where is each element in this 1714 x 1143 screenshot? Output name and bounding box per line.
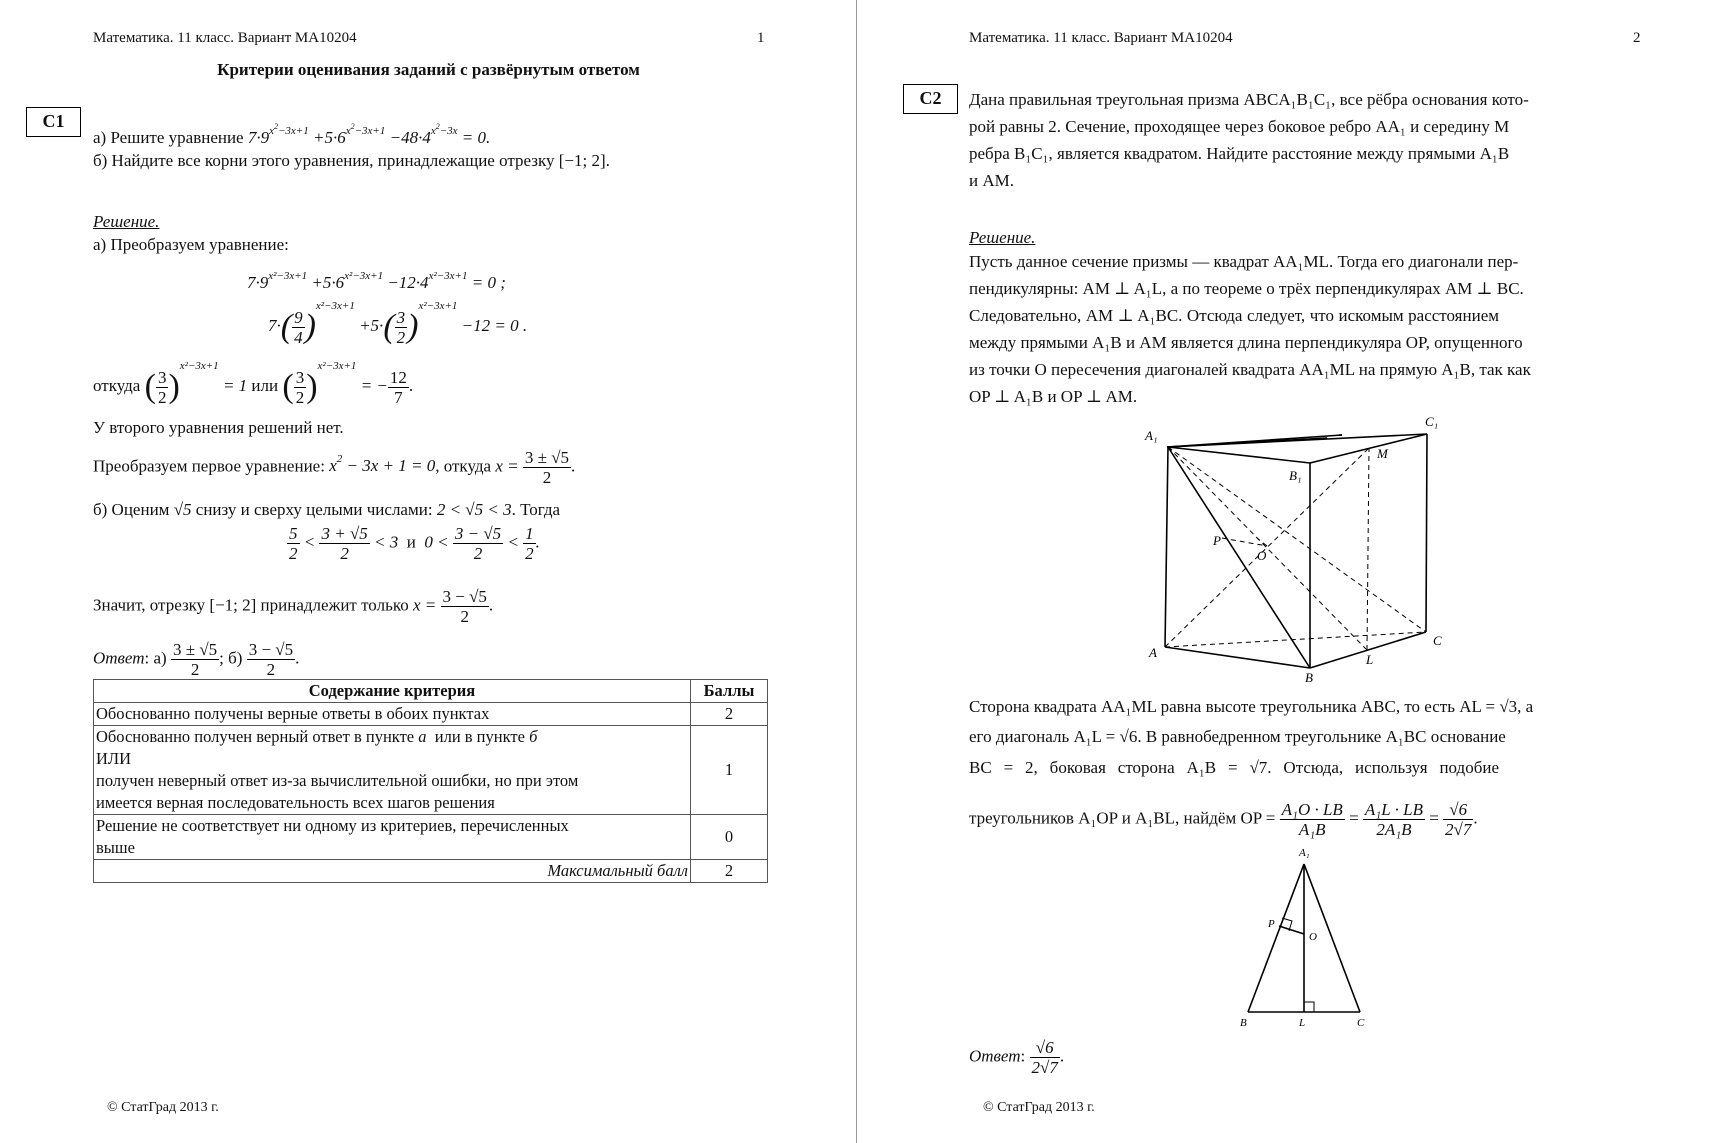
no-solutions: У второго уравнения решений нет.: [93, 418, 344, 437]
criterion-text: Решение не соответствует ни одному из критериев, перечисленных: [96, 816, 569, 835]
page-number: 2: [1633, 30, 1641, 46]
solution-heading: Решение.: [969, 228, 1036, 247]
tri-label-B: B: [1240, 1017, 1247, 1029]
label-B1: B₁: [1289, 468, 1302, 483]
solution-line: Следовательно, AM ⊥ A₁BC. Отсюда следует, что искомым расстоянием: [969, 306, 1499, 325]
and-text: и: [406, 532, 416, 552]
op-frac2-den: 2A₁B: [1376, 820, 1412, 839]
criterion-text-2: получен неверный ответ из-за вычислительной ошибки, но при этом: [96, 771, 579, 790]
after-line: его диагональ A₁L = √6. В равнобедренном треугольнике A₁BC основание: [969, 727, 1506, 746]
criterion-text: Обоснованно получен верный ответ в пункте: [96, 727, 415, 746]
task-line: и AM.: [969, 171, 1014, 190]
criterion-a: а: [418, 727, 427, 746]
after-line: BC = 2, боковая сторона A₁B = √7. Отсюда, используя подобие: [969, 758, 1499, 777]
whence-x-text: откуда: [443, 456, 492, 476]
op-text: треугольников A₁OP и A₁BL, найдём OP =: [969, 808, 1276, 828]
task-a-label: а) Решите уравнение: [93, 128, 244, 147]
whence-line: откуда ( $\frac{3}{2}$ )$^{x^2-3x+1}$ = 1 или ( $\frac{3}{2}$ )$^{x^2-3x+1}$ = − $\frac{12}{7}$ .: [93, 360, 414, 407]
then-text: Тогда: [520, 500, 561, 519]
op-frac1-den: A₁B: [1298, 820, 1326, 839]
label-O: O: [1257, 548, 1267, 563]
label-A: A: [1149, 645, 1157, 660]
op-frac2-num: A₁L · LB: [1364, 800, 1423, 819]
answer-den: 2√7: [1031, 1058, 1058, 1077]
page-title: Критерии оценивания заданий с развёрнутым ответом: [217, 60, 640, 79]
answer-line: Ответ: $\frac{√6}{2√7}$ .: [969, 1038, 1065, 1077]
task-line: ребра B₁C₁, является квадратом. Найдите расстояние между прямыми A₁B: [969, 144, 1510, 163]
task-b: б) Найдите все корни этого уравнения, принадлежащие отрезку [−1; 2].: [93, 151, 610, 170]
label-B: B: [1305, 670, 1313, 685]
therefore-line: Значит, отрезку [−1; 2] принадлежит только x = $\frac{3 - √5}{2}$ .: [93, 587, 494, 626]
step-b-text: б) Оценим: [93, 500, 170, 519]
whence-text: откуда: [93, 376, 141, 395]
task-a-equation: $7\cdot 9^{x^2-3x+1} +5\cdot 6^{x^2-3x+1} -48\cdot 4^{x^2-3x} = 0$.: [247, 122, 491, 147]
criterion-b: б: [529, 727, 538, 746]
label-M: M: [1377, 446, 1388, 461]
table-header-row: [94, 680, 768, 703]
criterion-cell: Обоснованно получены верные ответы в обоих пунктах: [94, 703, 691, 726]
page-2: [857, 0, 1714, 1143]
table-row: [94, 726, 768, 815]
criterion-cell: [94, 815, 691, 860]
step-a: а) Преобразуем уравнение:: [93, 235, 289, 254]
criteria-table: [93, 679, 768, 883]
label-A1: A₁: [1145, 428, 1158, 443]
or-text: или: [251, 376, 279, 395]
task-label-c1: С1: [26, 107, 81, 137]
op-frac3-den: 2√7: [1445, 820, 1472, 839]
solution-heading: Решение.: [93, 212, 160, 231]
triangle-figure: [1229, 842, 1379, 1032]
max-points: 2: [691, 860, 768, 883]
prism-figure: [1127, 410, 1457, 690]
equation-2: 7·( $\frac{9}{4}$ )$^{x^2-3x+1}$ +5·( $\frac{3}{2}$ )$^{x^2-3x+1}$ −12 = 0 .: [268, 300, 528, 347]
tri-label-P: P: [1268, 918, 1275, 930]
table-row: [94, 815, 768, 860]
points-cell: 1: [691, 726, 768, 815]
tri-label-O: O: [1309, 931, 1317, 943]
answer-num: √6: [1030, 1038, 1060, 1058]
points-cell: 2: [691, 703, 768, 726]
label-P: P: [1213, 533, 1221, 548]
points-cell: 0: [691, 815, 768, 860]
answer-line: Ответ: а) $\frac{3 \pm √5}{2}$ ; б) $\frac{3 - √5}{2}$ .: [93, 640, 300, 679]
answer-label: Ответ: [93, 648, 145, 668]
therefore-text: Значит, отрезку [−1; 2] принадлежит только: [93, 595, 409, 615]
page-header: Математика. 11 класс. Вариант МА10204: [93, 30, 357, 46]
solution-line: Пусть данное сечение призмы — квадрат AA₁ML. Тогда его диагонали пер-: [969, 252, 1519, 271]
col-points: Баллы: [691, 680, 768, 703]
criterion-cell: [94, 726, 691, 815]
step-b: б) Оценим √5 снизу и сверху целыми числами: 2 < √5 < 3. Тогда: [93, 500, 561, 519]
transform-first-text: Преобразуем первое уравнение:: [93, 456, 325, 476]
criterion-text-2: выше: [96, 838, 135, 857]
step-b-rest: снизу и сверху целыми числами:: [195, 500, 433, 519]
op-line: треугольников A₁OP и A₁BL, найдём OP = $\frac{\text{A₁O · LB}}{\text{A₁B}}$ = $\frac{\text{A₁L · LB}}{\text{2A₁B}}$ = $\frac{√6}{2√7}$ .: [969, 800, 1478, 839]
task-a: [93, 122, 490, 148]
answer-b-label: б): [228, 648, 243, 668]
solution-line: пендикулярны: AM ⊥ A₁L, а по теореме о трёх перпендикулярах AM ⊥ BC.: [969, 279, 1524, 298]
task-line: рой равны 2. Сечение, проходящее через боковое ребро AA₁ и середину M: [969, 117, 1510, 136]
page-number: 1: [757, 30, 765, 46]
label-C1: C₁: [1425, 414, 1439, 429]
label-L: L: [1366, 652, 1374, 667]
label-C: C: [1433, 633, 1442, 648]
max-label: Максимальный балл: [94, 860, 691, 883]
answer-a-label: а): [153, 648, 167, 668]
tri-label-C: C: [1357, 1017, 1365, 1029]
op-frac3-num: √6: [1443, 800, 1473, 820]
transform-first: Преобразуем первое уравнение: $x^2 - 3x + 1 = 0$, откуда x = $\frac{3 \pm √5}{2}$ .: [93, 448, 576, 487]
task-line: Дана правильная треугольная призма ABCA₁B₁C₁, все рёбра основания кото-: [969, 90, 1529, 109]
criterion-or: ИЛИ: [96, 749, 132, 768]
col-criterion: Содержание критерия: [94, 680, 691, 703]
op-frac1-num: A₁O · LB: [1281, 800, 1343, 819]
footer: © СтатГрад 2013 г.: [107, 1100, 219, 1115]
task-label-c2: С2: [903, 84, 958, 114]
tri-label-L: L: [1299, 1017, 1306, 1029]
equation-1: $7\cdot 9^{x^2-3x+1} +5\cdot 6^{x^2-3x+1} -12\cdot 4^{x^2-3x+1} = 0$ ;: [247, 270, 506, 292]
inequalities: $\frac{5}{2}$ < $\frac{3 + √5}{2}$ < 3 и 0 < $\frac{3 - √5}{2}$ < $\frac{1}{2}$ .: [289, 524, 540, 563]
footer: © СтатГрад 2013 г.: [983, 1100, 1095, 1115]
criterion-mid: или в пункте: [434, 727, 525, 746]
table-row: [94, 703, 768, 726]
solution-line: из точки O пересечения диагоналей квадрата AA₁ML на прямую A₁B, так как: [969, 360, 1531, 379]
page-header: Математика. 11 класс. Вариант МА10204: [969, 30, 1233, 46]
tri-label-A1: A₁: [1299, 847, 1310, 859]
after-line: Сторона квадрата AA₁ML равна высоте треугольника ABC, то есть AL = √3, а: [969, 697, 1534, 716]
table-row: [94, 860, 768, 883]
answer-label: Ответ: [969, 1046, 1021, 1066]
solution-line: OP ⊥ A₁B и OP ⊥ AM.: [969, 387, 1138, 406]
criterion-text-3: имеется верная последовательность всех шагов решения: [96, 793, 495, 812]
solution-line: между прямыми A₁B и AM является длина перпендикуляра OP, опущенного: [969, 333, 1523, 352]
